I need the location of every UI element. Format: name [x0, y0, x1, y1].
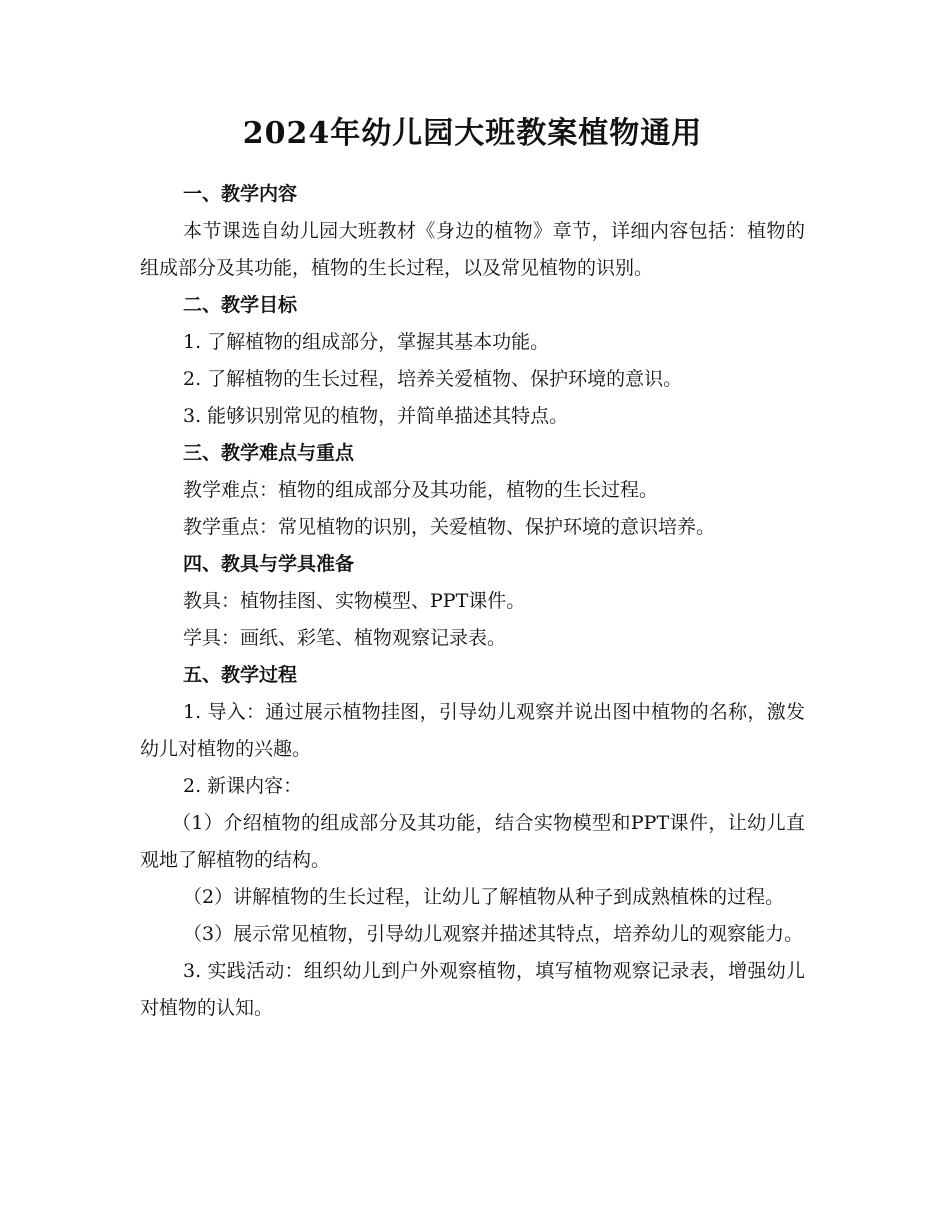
list-item: 1. 了解植物的组成部分，掌握其基本功能。	[183, 331, 550, 353]
section-heading: 四、教具与学具准备	[183, 553, 355, 575]
list-item: 2. 新课内容：	[183, 775, 303, 797]
section-heading: 一、教学内容	[183, 183, 298, 205]
section-materials	[140, 546, 805, 657]
document-title: 2024年幼儿园大班教案植物通用	[242, 116, 703, 151]
list-item: 1. 导入：通过展示植物挂图，引导幼儿观察并说出图中植物的名称，激发幼儿对植物的兴趣。	[140, 701, 805, 760]
paragraph: 学具：画纸、彩笔、植物观察记录表。	[183, 627, 507, 649]
section-difficulties-and-focus	[140, 435, 805, 546]
list-item: 3. 实践活动：组织幼儿到户外观察植物，填写植物观察记录表，增强幼儿对植物的认知。	[140, 960, 805, 1019]
paragraph: 教学重点：常见植物的识别，关爱植物、保护环境的意识培养。	[183, 516, 716, 538]
paragraph: 本节课选自幼儿园大班教材《身边的植物》章节，详细内容包括：植物的组成部分及其功能，植物的生长过程，以及常见植物的识别。	[140, 220, 805, 279]
document-body	[140, 112, 805, 1027]
paragraph: 教学难点：植物的组成部分及其功能，植物的生长过程。	[183, 479, 659, 501]
section-heading: 三、教学难点与重点	[183, 442, 355, 464]
sub-list-item: （3）展示常见植物，引导幼儿观察并描述其特点，培养幼儿的观察能力。	[183, 923, 804, 945]
section-teaching-goals	[140, 287, 805, 435]
section-teaching-content	[140, 176, 805, 287]
section-teaching-process	[140, 657, 805, 1027]
list-item: 2. 了解植物的生长过程，培养关爱植物、保护环境的意识。	[183, 368, 683, 390]
section-heading: 二、教学目标	[183, 294, 298, 316]
list-item: 3. 能够识别常见的植物，并简单描述其特点。	[183, 405, 569, 427]
sub-list-item: （1）介绍植物的组成部分及其功能，结合实物模型和PPT课件，让幼儿直观地了解植物的结构。	[140, 812, 805, 871]
sub-list-item: （2）讲解植物的生长过程，让幼儿了解植物从种子到成熟植株的过程。	[183, 886, 785, 908]
paragraph: 教具：植物挂图、实物模型、PPT课件。	[183, 590, 526, 612]
section-heading: 五、教学过程	[183, 664, 298, 686]
